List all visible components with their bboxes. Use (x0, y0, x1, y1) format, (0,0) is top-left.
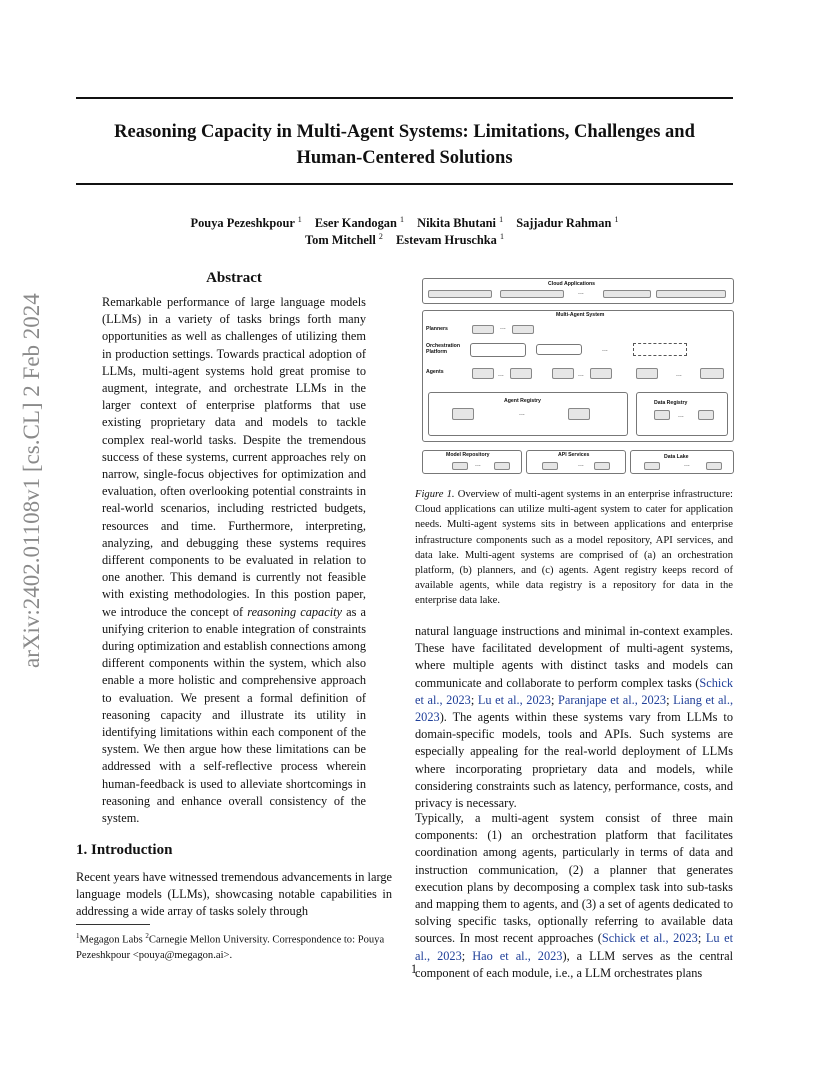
right-paragraph-1: natural language instructions and minimal in-context examples. These have facilitated development of multi-agent systems, where multiple agents with distinct tasks and models can communicate and collaborate to perform complex tasks (Schick et al., 2023; Lu et al., 2023; Paranjape et al., 2023; Liang et al., 2023). The agents within these systems vary from LLMs to domain-specific models, tools and APIs. Such systems are especially appealing for the real-world deployment of LLMs where incorporating proprietary data and models, while considering constraints such as latency, performance, costs, and privacy is necessary. (415, 624, 734, 811)
agents-label: Agents (426, 369, 444, 375)
author: Nikita Bhutani $^1$ (417, 215, 504, 231)
agent-registry-label: Agent Registry (504, 398, 541, 404)
mas-label: Multi-Agent System (556, 312, 605, 318)
author: Pouya Pezeshkpour $^1$ (190, 215, 302, 231)
author: Sajjadur Rahman $^1$ (516, 215, 619, 231)
author: Eser Kandogan $^1$ (314, 215, 405, 231)
citation-link[interactable]: Schick et al., 2023 (601, 931, 698, 946)
title-bottom-rule (76, 183, 733, 185)
paper-title: Reasoning Capacity in Multi-Agent Systems: Limitations, Challenges and Human-Centered Solutions (114, 122, 695, 168)
cloud-apps-label: Cloud Applications (548, 281, 596, 287)
citation-link[interactable]: Lu et al., 2023 (477, 692, 551, 707)
citation-link[interactable]: Schick et al., 2023 (415, 675, 733, 707)
top-rule (76, 97, 733, 99)
api-services-label: API Services (558, 452, 590, 458)
footnote: $^1$Megagon Labs $^2$Carnegie Mellon University. Correspondence to: Pouya Pezeshkpour <pouya@megagon.ai>. (76, 932, 385, 961)
citation-link[interactable]: Lu et al., 2023 (415, 931, 733, 963)
intro-text: Recent years have witnessed tremendous advancements in large language models (LLMs), showcasing notable capabilities in addressing a wide array of tasks solely through (76, 870, 392, 919)
intro-text-block (76, 869, 392, 921)
data-registry-label: Data Registry (654, 400, 688, 406)
intro-heading: 1. Introduction (76, 842, 173, 858)
data-lake-label: Data Lake (664, 454, 689, 460)
citation-link[interactable]: Hao et al., 2023 (472, 948, 563, 963)
abstract-text: Remarkable performance of large language models (LLMs) in a variety of tasks brings forth many opportunities as well as challenges of utilizing them in production settings. Towards practical adoption of LLMs, multi-agent systems hold great promise to augment, integrate, and orchestrate LLMs in the larger context of enterprise platforms that use existing proprietary data and models to tackle complex real-world tasks. Despite the tremendous success of these systems, current approaches rely on narrow, single-focus objectives for optimization and evaluation, often overlooking potential constraints in real-world scenarios, including restricted budgets, resources and time. Furthermore, interpreting, analyzing, and debugging these systems requires different components to be evaluated in relation to one another. This demand is currently not feasible with existing methodologies. In this postion paper, we introduce the concept of reasoning capacity as a unifying criterion to enable integration of constraints during optimization and establish connections among different components within the system, which also enable a more holistic and comprehensive approach to evaluation. We present a formal definition of reasoning capacity and illustrate its utility in identifying limitations within each component of the system. We then argue how these limitations can be addressed with a self-reflective process wherein human-feedback is used to alleviate shortcomings in reasoning and enhance overall consistency of the system. (102, 295, 366, 826)
right-paragraph-2: Typically, a multi-agent system consist of three main components: (1) an orchestration platform that facilitates coordination among agents, particularly in terms of data and instruction communication, (2) a planner that generates execution plans by decomposing a complex task into sub-tasks and mapping them to agents, and (3) a set of agents dedicated to solving specific tasks, optionally referring to available data sources. In most recent approaches (Schick et al., 2023; Lu et al., 2023; Hao et al., 2023), a LLM serves as the central component of each module, i.e., a LLM orchestrates plans (415, 811, 734, 980)
author: Tom Mitchell $^2$ (305, 232, 383, 248)
footnote-rule (76, 924, 150, 925)
citation-link[interactable]: Paranjape et al., 2023 (558, 692, 667, 707)
citation-link[interactable]: Liang et al., 2023 (415, 692, 734, 725)
figure-caption: Figure 1. Overview of multi-agent systems in an enterprise infrastructure: Cloud applications can utilize multi-agent system to cater for application needs. Multi-agent systems sits in between applications and enterprise infrastructure components such as a model repository, API services, and data lake. Multi-agent systems are comprised of (a) an orchestration platform, (b) planners, and (c) agents. Agent registry keeps record of available agents, while data registry is a repository for data in the enterprise data lake. (415, 489, 733, 607)
abstract-heading: Abstract (206, 270, 262, 286)
figure-1-diagram: Cloud Applications ... Multi-Agent System Planners ... Orchestration Platform ... Agents ... ... ... Agent Registry ... Data Registry ... Model Repository ... API Services ... Data Lake ... (418, 276, 736, 480)
author-list-line2 (76, 228, 733, 249)
arxiv-stamp: arXiv:2402.01108v1 [cs.CL] 2 Feb 2024 (19, 293, 44, 668)
model-repository-label: Model Repository (446, 452, 490, 458)
author: Estevam Hruschka $^1$ (396, 232, 504, 248)
page-number: 1 (410, 962, 418, 976)
orchestration-label: Orchestration Platform (426, 343, 461, 355)
planners-label: Planners (426, 326, 448, 332)
